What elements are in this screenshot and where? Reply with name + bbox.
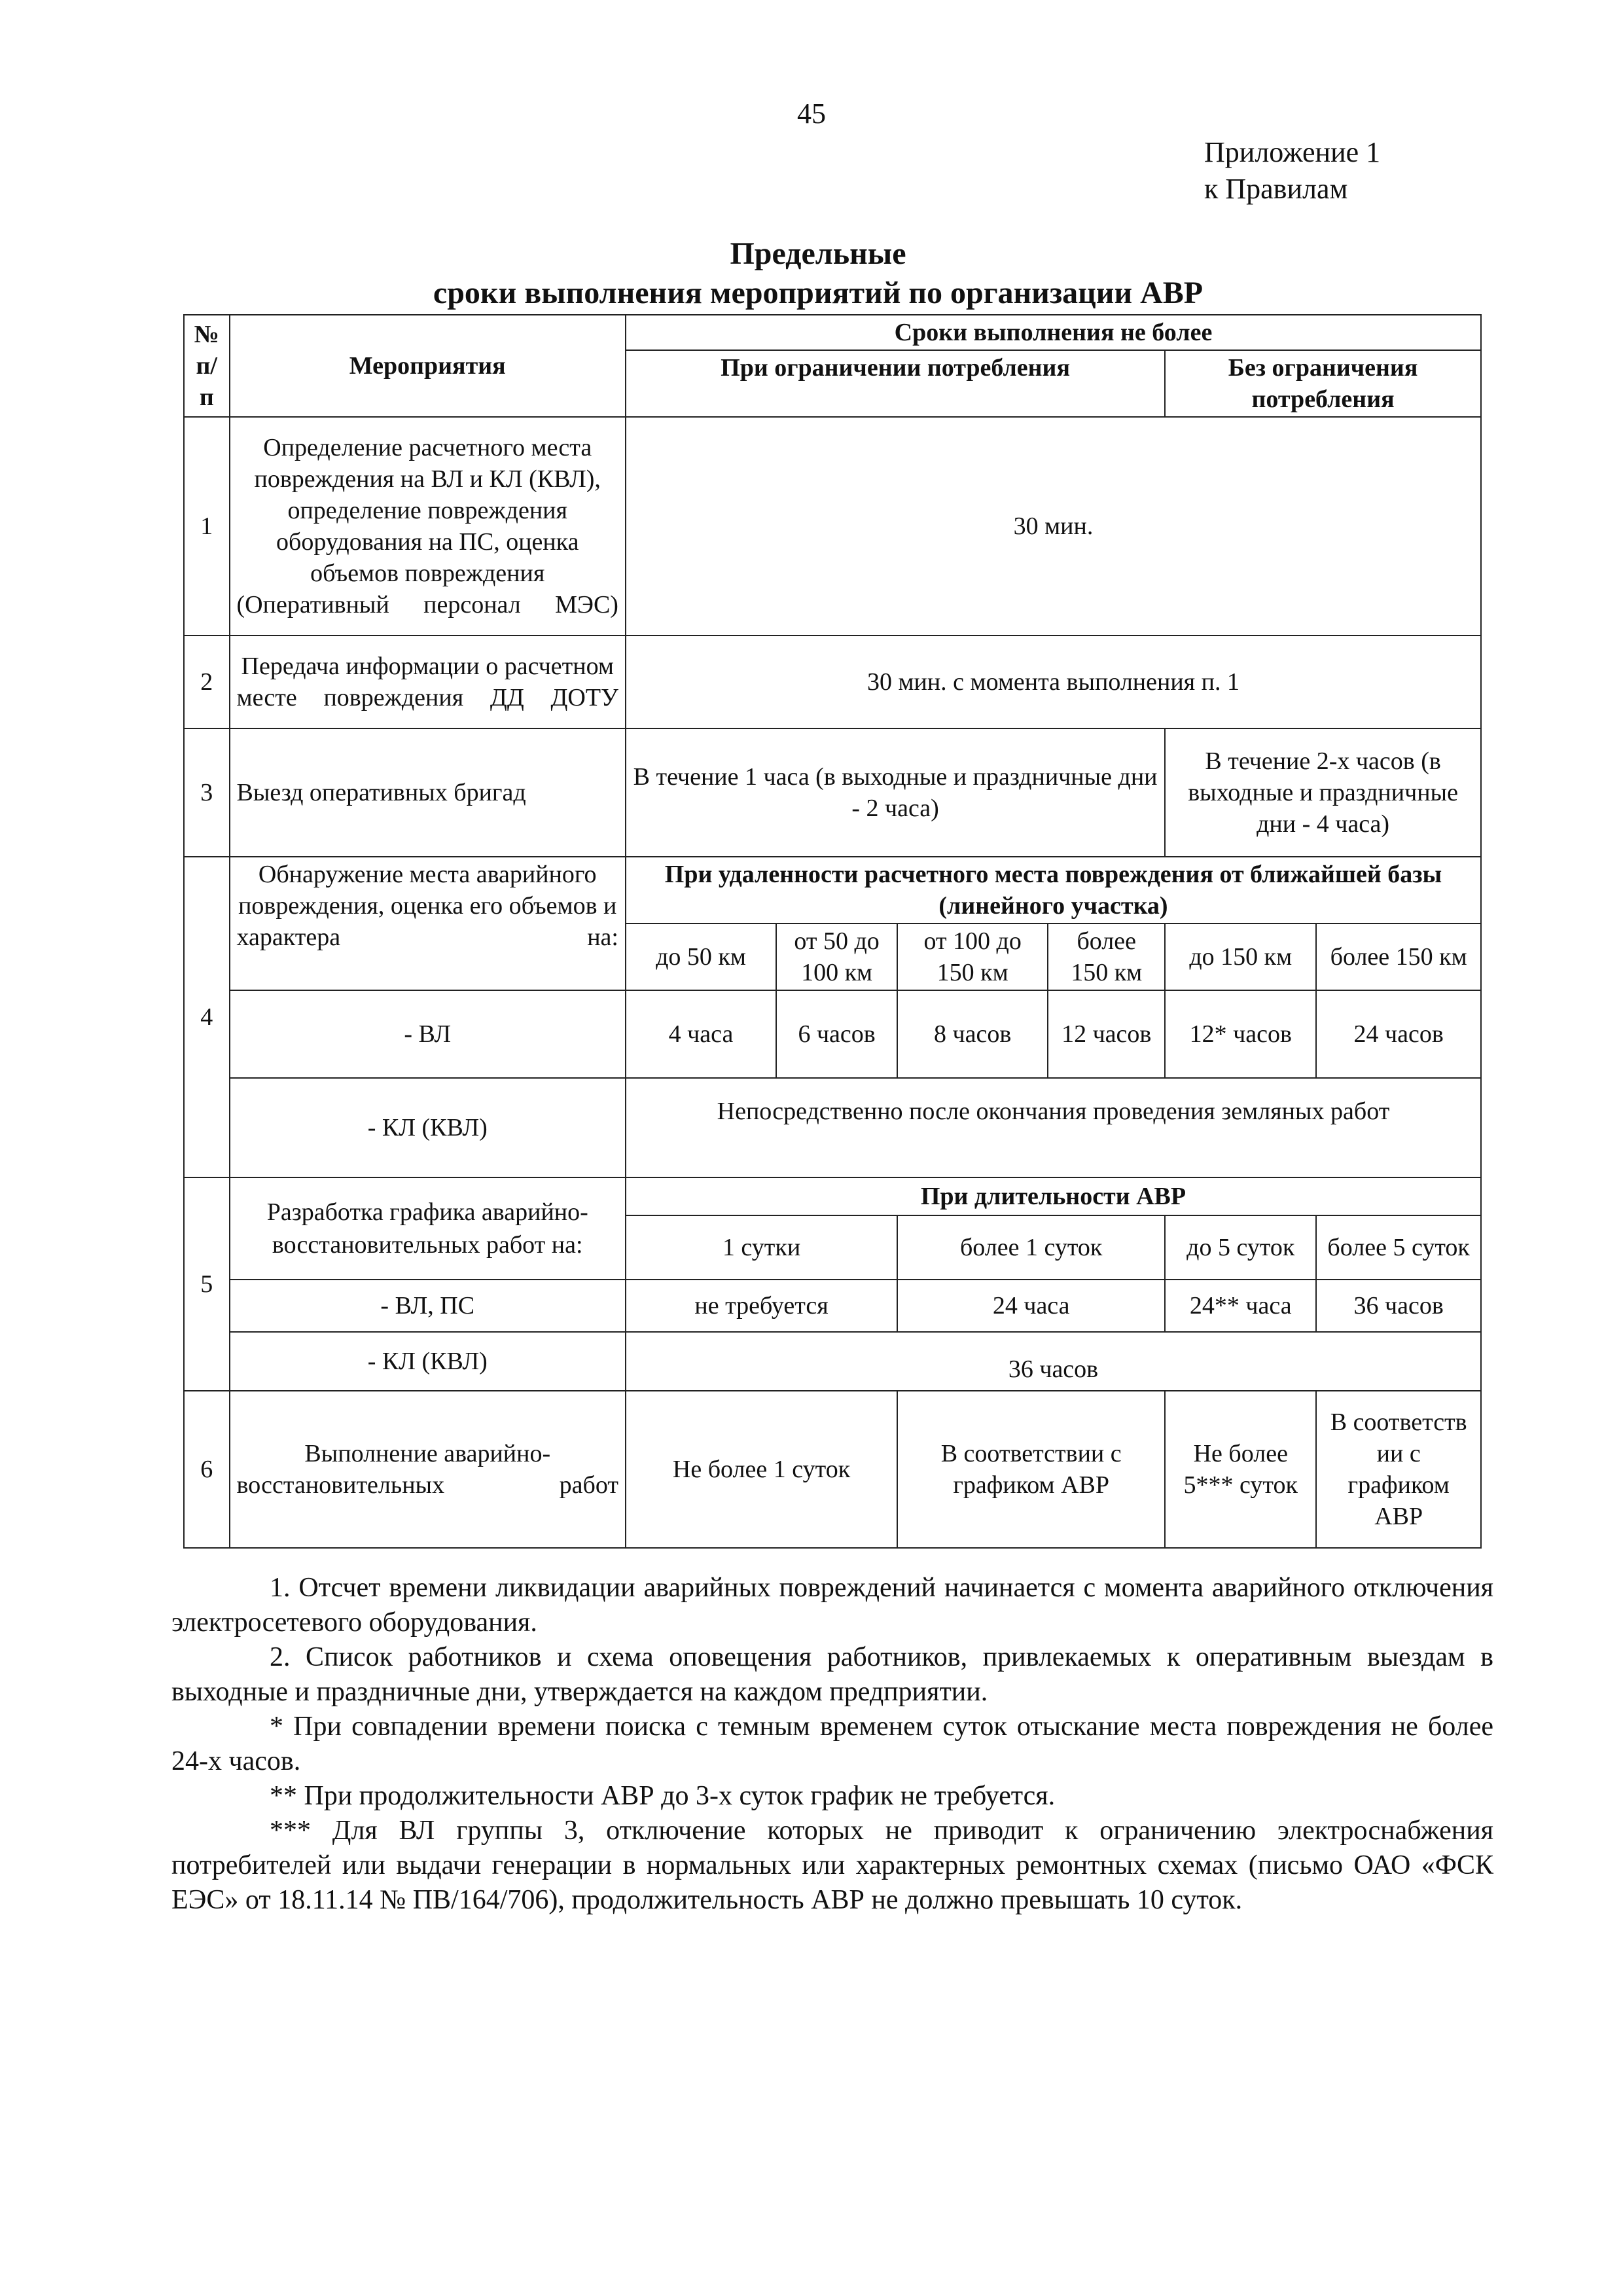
- header-deadlines: Сроки выполнения не более: [626, 315, 1481, 350]
- row4-vl-value-1: 4 часа: [626, 990, 776, 1078]
- row5-kl-label: - КЛ (КВЛ): [230, 1332, 626, 1391]
- row5-duration-2: более 1 суток: [897, 1215, 1165, 1280]
- note-3: * При совпадении времени поиска с темным временем суток отыскание места повреждения не более 24-х часов.: [171, 1712, 1493, 1776]
- row4-kl-value: Непосредственно после окончания проведения земляных работ: [626, 1078, 1481, 1143]
- row2-num: 2: [184, 636, 230, 728]
- deadlines-table: [183, 314, 1482, 1549]
- header-num: № п/п: [184, 315, 230, 417]
- row4-vl-value-2: 6 часов: [776, 990, 897, 1078]
- row5-duration-3: до 5 суток: [1165, 1215, 1316, 1280]
- title-line-1: Предельные: [730, 236, 906, 271]
- row5-vl-value-1: не требуется: [626, 1280, 897, 1332]
- row6-value-2: В соответствии с графиком АВР: [897, 1391, 1165, 1548]
- row5-vl-label: - ВЛ, ПС: [230, 1280, 626, 1332]
- row3-measure: Выезд оперативных бригад: [230, 728, 626, 857]
- header-measure: Мероприятия: [230, 315, 626, 417]
- appendix-line-1: Приложение 1: [1204, 136, 1381, 168]
- row6-value-4: В соответств ии с графиком АВР: [1316, 1391, 1481, 1548]
- row4-kl-label: - КЛ (КВЛ): [230, 1078, 626, 1177]
- row3-with-limit: В течение 1 часа (в выходные и праздничные дни - 2 часа): [626, 728, 1165, 857]
- row1-num: 1: [184, 417, 230, 636]
- document-title: [183, 234, 1453, 313]
- row4-distance-2: от 50 до 100 км: [776, 924, 897, 990]
- row4-vl-value-5: 12* часов: [1165, 990, 1316, 1078]
- row4-distance-3: от 100 до 150 км: [897, 924, 1048, 990]
- footnotes: [171, 1571, 1493, 1918]
- appendix-label: [1204, 134, 1380, 207]
- row3-without-limit: В течение 2-х часов (в выходные и праздничные дни - 4 часа): [1165, 728, 1481, 857]
- note-5: *** Для ВЛ группы 3, отключение которых не приводит к ограничению электроснабжения потребителей или выдачи генерации в нормальных или характерных ремонтных схемах (письмо ОАО «ФСК ЕЭС» от 18.11.14 № ПВ/164/706), продолжительность АВР не должно превышать 10 суток.: [171, 1816, 1493, 1915]
- row6-value-1: Не более 1 суток: [626, 1391, 897, 1548]
- note-4: ** При продолжительности АВР до 3-х суток график не требуется.: [270, 1781, 1056, 1811]
- row5-kl-value: 36 часов: [626, 1332, 1481, 1391]
- row4-distance-header: При удаленности расчетного места повреждения от ближайшей базы (линейного участка): [626, 857, 1481, 924]
- row4-vl-value-3: 8 часов: [897, 990, 1048, 1078]
- row5-vl-value-4: 36 часов: [1316, 1280, 1481, 1332]
- row4-distance-6: более 150 км: [1316, 924, 1481, 990]
- header-without-limit: Без ограничения потребления: [1165, 350, 1481, 417]
- row4-distance-5: до 150 км: [1165, 924, 1316, 990]
- row4-vl-value-6: 24 часов: [1316, 990, 1481, 1078]
- row6-value-3: Не более 5*** суток: [1165, 1391, 1316, 1548]
- row5-measure: Разработка графика аварийно-восстановительных работ на:: [230, 1177, 626, 1280]
- row2-measure: Передача информации о расчетном месте повреждения ДД ДОТУ: [230, 636, 626, 728]
- title-line-2: сроки выполнения мероприятий по организации АВР: [433, 276, 1204, 310]
- row6-measure: Выполнение аварийно-восстановительных работ: [230, 1391, 626, 1548]
- row4-measure: Обнаружение места аварийного повреждения, оценка его объемов и характера на:: [230, 857, 626, 990]
- row5-vl-value-2: 24 часа: [897, 1280, 1165, 1332]
- appendix-line-2: к Правилам: [1204, 173, 1348, 205]
- row4-distance-4: более 150 км: [1048, 924, 1165, 990]
- row4-vl-label: - ВЛ: [230, 990, 626, 1078]
- note-2: 2. Список работников и схема оповещения работников, привлекаемых к оперативным выездам в выходные и праздничные дни, утверждается на каждом предприятии.: [171, 1642, 1493, 1707]
- row5-duration-1: 1 сутки: [626, 1215, 897, 1280]
- note-1: 1. Отсчет времени ликвидации аварийных повреждений начинается с момента аварийного отключения электросетевого оборудования.: [171, 1573, 1493, 1638]
- row5-duration-4: более 5 суток: [1316, 1215, 1481, 1280]
- row4-num: 4: [184, 857, 230, 1177]
- row4-distance-1: до 50 км: [626, 924, 776, 990]
- row1-measure: Определение расчетного места повреждения на ВЛ и КЛ (КВЛ), определение повреждения оборудования на ПС, оценка объемов повреждения (Оперативный персонал МЭС): [230, 417, 626, 636]
- header-with-limit: При ограничении потребления: [626, 350, 1165, 417]
- page-number: 45: [797, 98, 826, 130]
- row1-value: 30 мин.: [626, 417, 1481, 636]
- row5-num: 5: [184, 1177, 230, 1391]
- row5-duration-header: При длительности АВР: [626, 1177, 1481, 1215]
- row5-vl-value-3: 24** часа: [1165, 1280, 1316, 1332]
- row6-num: 6: [184, 1391, 230, 1548]
- row4-vl-value-4: 12 часов: [1048, 990, 1165, 1078]
- row3-num: 3: [184, 728, 230, 857]
- row2-value: 30 мин. с момента выполнения п. 1: [626, 636, 1481, 728]
